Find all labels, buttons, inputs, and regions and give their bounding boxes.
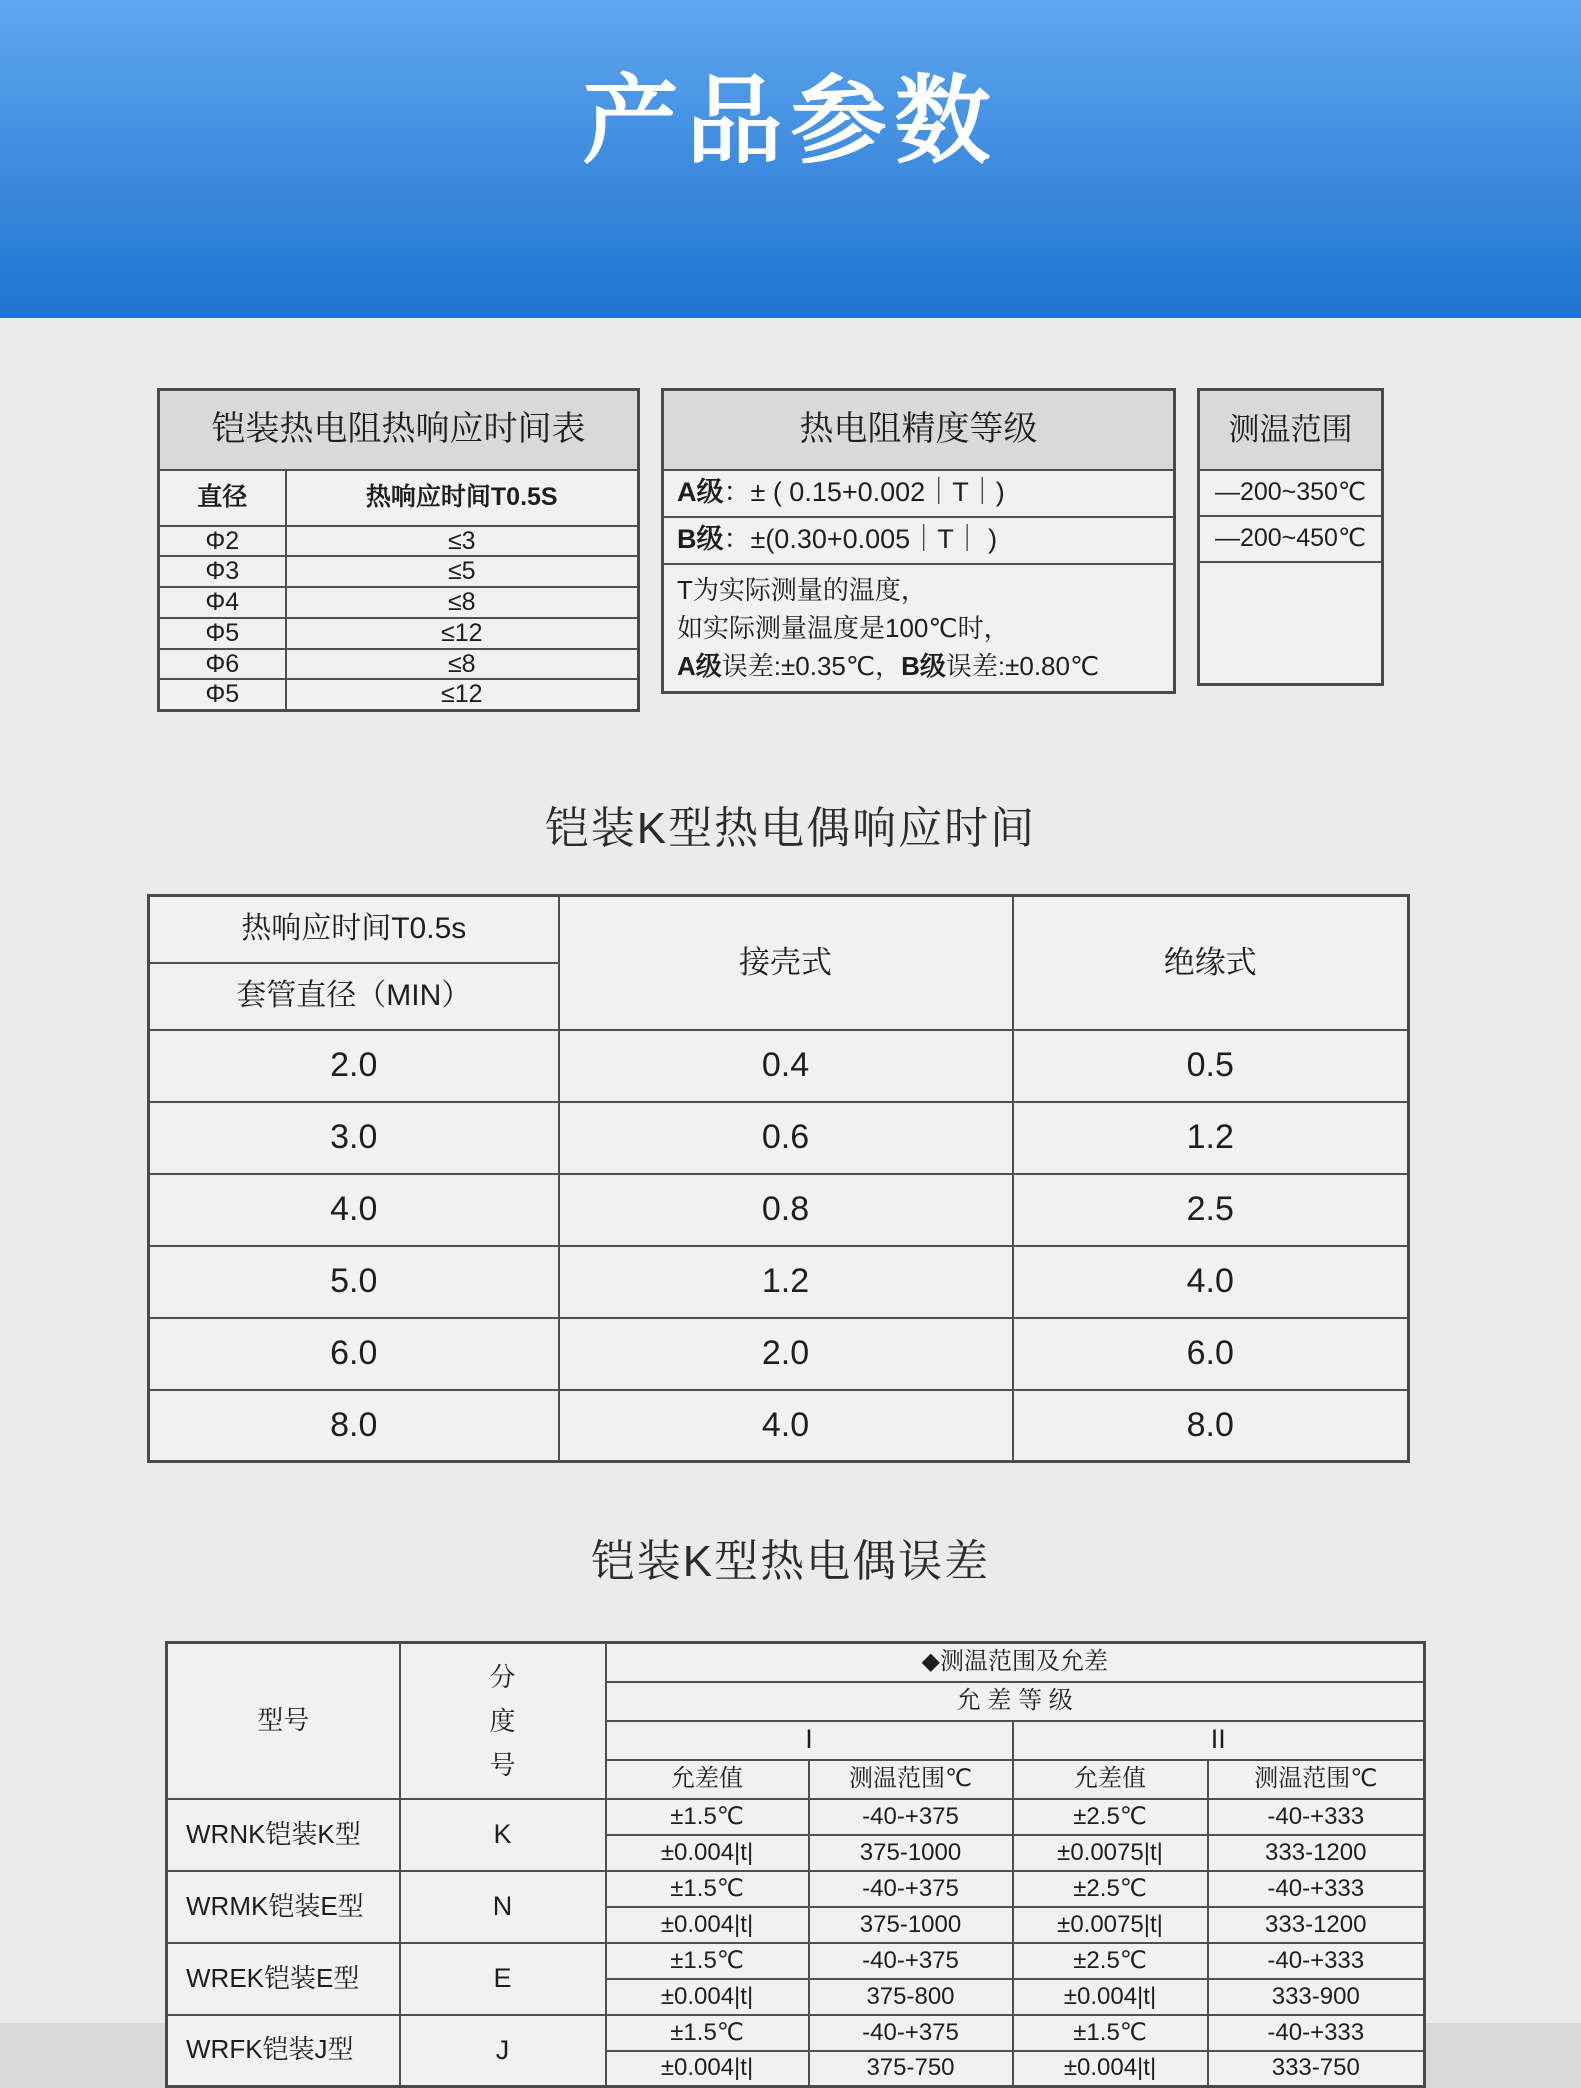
range-cell: 375-1000	[809, 1835, 1013, 1871]
header-temp-range-1: 测温范围℃	[809, 1760, 1013, 1799]
range-cell: -40-+333	[1208, 1799, 1425, 1835]
time-cell: ≤8	[286, 587, 639, 618]
model-cell: WRMK铠装E型	[167, 1871, 400, 1943]
col-header-model: 型号	[167, 1643, 400, 1799]
col-header-response-time: 热响应时间T0.5s	[149, 896, 559, 963]
range-cell: -40-+375	[809, 1871, 1013, 1907]
diameter-cell: Φ6	[159, 649, 286, 680]
diameter-cell: Φ3	[159, 556, 286, 587]
tol-cell: ±2.5℃	[1013, 1799, 1208, 1835]
table-row	[159, 679, 639, 710]
section-title-k-response: 铠装K型热电偶响应时间	[544, 804, 1037, 853]
table-row	[149, 1102, 1409, 1174]
graduation-vertical-text: 分度号	[489, 1661, 516, 1780]
table-row	[1199, 470, 1383, 516]
diameter-cell: 8.0	[149, 1390, 559, 1462]
range-cell: -40-+375	[809, 2015, 1013, 2051]
rtd-response-title: 铠装热电阻热响应时间表	[159, 390, 639, 470]
header-row-1	[149, 896, 1409, 963]
header-temp-range-2: 测温范围℃	[1208, 1760, 1425, 1799]
range-cell: 333-750	[1208, 2051, 1425, 2087]
range-cell: -40-+375	[809, 1799, 1013, 1835]
empty-row	[1199, 562, 1383, 685]
k-error-table	[165, 1641, 1426, 2088]
rtd-response-table	[157, 388, 640, 712]
shell-cell: 0.6	[559, 1102, 1013, 1174]
diameter-cell: 2.0	[149, 1030, 559, 1102]
shell-cell: 4.0	[559, 1390, 1013, 1462]
note-b-value: 误差:±0.80℃	[945, 650, 1100, 681]
table-row	[149, 1318, 1409, 1390]
diameter-cell: 3.0	[149, 1102, 559, 1174]
table-title-row	[663, 390, 1175, 470]
diameter-cell: Φ2	[159, 526, 286, 557]
range-cell: -40-+375	[809, 1943, 1013, 1979]
hero-banner	[0, 0, 1581, 318]
note-line-3	[677, 647, 1160, 685]
tol-cell: ±1.5℃	[1013, 2015, 1208, 2051]
section-title-k-error: 铠装K型热电偶误差	[590, 1537, 991, 1586]
grade-a-row	[663, 470, 1175, 517]
tol-cell: ±0.004|t|	[606, 2051, 809, 2087]
col-header-insulated-type: 绝缘式	[1013, 896, 1409, 1030]
grade-a-label: A级	[677, 477, 724, 508]
grade-b-formula: ：±(0.30+0.005｜T｜ )	[723, 524, 998, 555]
col-header-response-time: 热响应时间T0.5S	[286, 470, 639, 526]
insulated-cell: 2.5	[1013, 1174, 1409, 1246]
tol-cell: ±0.004|t|	[606, 1907, 809, 1943]
graduation-cell: K	[400, 1799, 606, 1871]
col-header-sheath-diameter: 套管直径（MIN）	[149, 963, 559, 1030]
empty-cell	[1199, 562, 1383, 685]
time-cell: ≤3	[286, 526, 639, 557]
insulated-cell: 4.0	[1013, 1246, 1409, 1318]
temp-range-table	[1197, 388, 1384, 686]
table-row	[159, 649, 639, 680]
col-header-diameter: 直径	[159, 470, 286, 526]
col-header-shell-type: 接壳式	[559, 896, 1013, 1030]
header-range-tolerance: ◆测温范围及允差	[606, 1643, 1425, 1682]
model-cell: WREK铠装E型	[167, 1943, 400, 2015]
tol-cell: ±0.004|t|	[606, 1835, 809, 1871]
note-a-value: 误差:±0.35℃，	[721, 650, 902, 681]
diameter-cell: Φ5	[159, 618, 286, 649]
time-cell: ≤8	[286, 649, 639, 680]
shell-cell: 0.8	[559, 1174, 1013, 1246]
grade-b-row	[663, 517, 1175, 564]
grade-a-cell	[663, 470, 1175, 517]
model-cell: WRFK铠装J型	[167, 2015, 400, 2087]
header-grade-2: II	[1013, 1721, 1425, 1760]
tol-cell: ±0.0075|t|	[1013, 1835, 1208, 1871]
range-cell: 375-800	[809, 1979, 1013, 2015]
top-tables-row	[157, 388, 1581, 712]
diameter-cell: 5.0	[149, 1246, 559, 1318]
header-tol-value-2: 允差值	[1013, 1760, 1208, 1799]
grade-b-label: B级	[677, 524, 724, 555]
range-cell: 333-900	[1208, 1979, 1425, 2015]
note-a-label: A级	[677, 650, 722, 681]
table-title-row	[159, 390, 639, 470]
graduation-cell: E	[400, 1943, 606, 2015]
temp-range-title: 测温范围	[1199, 390, 1383, 470]
header-tol-value-1: 允差值	[606, 1760, 809, 1799]
table-row	[167, 1943, 1425, 1979]
time-cell: ≤5	[286, 556, 639, 587]
tol-cell: ±0.004|t|	[1013, 2051, 1208, 2087]
range-cell: —200~350℃	[1199, 470, 1383, 516]
table-row	[149, 1390, 1409, 1462]
column-header-row	[159, 470, 639, 526]
note-b-label: B级	[901, 650, 946, 681]
tol-cell: ±2.5℃	[1013, 1871, 1208, 1907]
shell-cell: 1.2	[559, 1246, 1013, 1318]
table-row	[167, 1799, 1425, 1835]
range-cell: -40-+333	[1208, 1871, 1425, 1907]
tol-cell: ±1.5℃	[606, 1871, 809, 1907]
range-cell: 333-1200	[1208, 1907, 1425, 1943]
diameter-cell: Φ5	[159, 679, 286, 710]
table-row	[159, 526, 639, 557]
tol-cell: ±1.5℃	[606, 1943, 809, 1979]
k-response-table	[147, 894, 1410, 1463]
range-cell: 375-1000	[809, 1907, 1013, 1943]
diameter-cell: 6.0	[149, 1318, 559, 1390]
header-grade-1: I	[606, 1721, 1013, 1760]
insulated-cell: 8.0	[1013, 1390, 1409, 1462]
shell-cell: 2.0	[559, 1318, 1013, 1390]
table-row	[167, 1871, 1425, 1907]
range-cell: 375-750	[809, 2051, 1013, 2087]
header-tolerance-grade: 允 差 等 级	[606, 1682, 1425, 1721]
page-title: 产品参数	[582, 68, 999, 175]
range-cell: -40-+333	[1208, 1943, 1425, 1979]
tol-cell: ±1.5℃	[606, 1799, 809, 1835]
table-row	[159, 618, 639, 649]
diameter-cell: 4.0	[149, 1174, 559, 1246]
tol-cell: ±0.004|t|	[1013, 1979, 1208, 2015]
time-cell: ≤12	[286, 679, 639, 710]
table-row	[167, 2015, 1425, 2051]
graduation-cell: J	[400, 2015, 606, 2087]
table-row	[159, 587, 639, 618]
graduation-cell: N	[400, 1871, 606, 1943]
table-row	[149, 1174, 1409, 1246]
tol-cell: ±0.0075|t|	[1013, 1907, 1208, 1943]
shell-cell: 0.4	[559, 1030, 1013, 1102]
table-title-row	[1199, 390, 1383, 470]
table-row	[149, 1246, 1409, 1318]
time-cell: ≤12	[286, 618, 639, 649]
model-cell: WRNK铠装K型	[167, 1799, 400, 1871]
grade-b-cell	[663, 517, 1175, 564]
note-line-1: T为实际测量的温度，	[677, 574, 927, 605]
rtd-accuracy-title: 热电阻精度等级	[663, 390, 1175, 470]
grade-a-formula: ：± ( 0.15+0.002｜T｜)	[723, 477, 1005, 508]
accuracy-notes	[663, 564, 1175, 693]
table-row	[149, 1030, 1409, 1102]
table-row	[159, 556, 639, 587]
header-row-1	[167, 1643, 1425, 1682]
table-row	[1199, 516, 1383, 562]
range-cell: 333-1200	[1208, 1835, 1425, 1871]
insulated-cell: 6.0	[1013, 1318, 1409, 1390]
insulated-cell: 1.2	[1013, 1102, 1409, 1174]
rtd-accuracy-table	[661, 388, 1176, 694]
insulated-cell: 0.5	[1013, 1030, 1409, 1102]
range-cell: -40-+333	[1208, 2015, 1425, 2051]
tol-cell: ±1.5℃	[606, 2015, 809, 2051]
notes-row	[663, 564, 1175, 693]
tol-cell: ±0.004|t|	[606, 1979, 809, 2015]
note-line-2: 如实际测量温度是100℃时，	[677, 612, 1010, 643]
range-cell: —200~450℃	[1199, 516, 1383, 562]
tol-cell: ±2.5℃	[1013, 1943, 1208, 1979]
diameter-cell: Φ4	[159, 587, 286, 618]
col-header-graduation	[400, 1643, 606, 1799]
